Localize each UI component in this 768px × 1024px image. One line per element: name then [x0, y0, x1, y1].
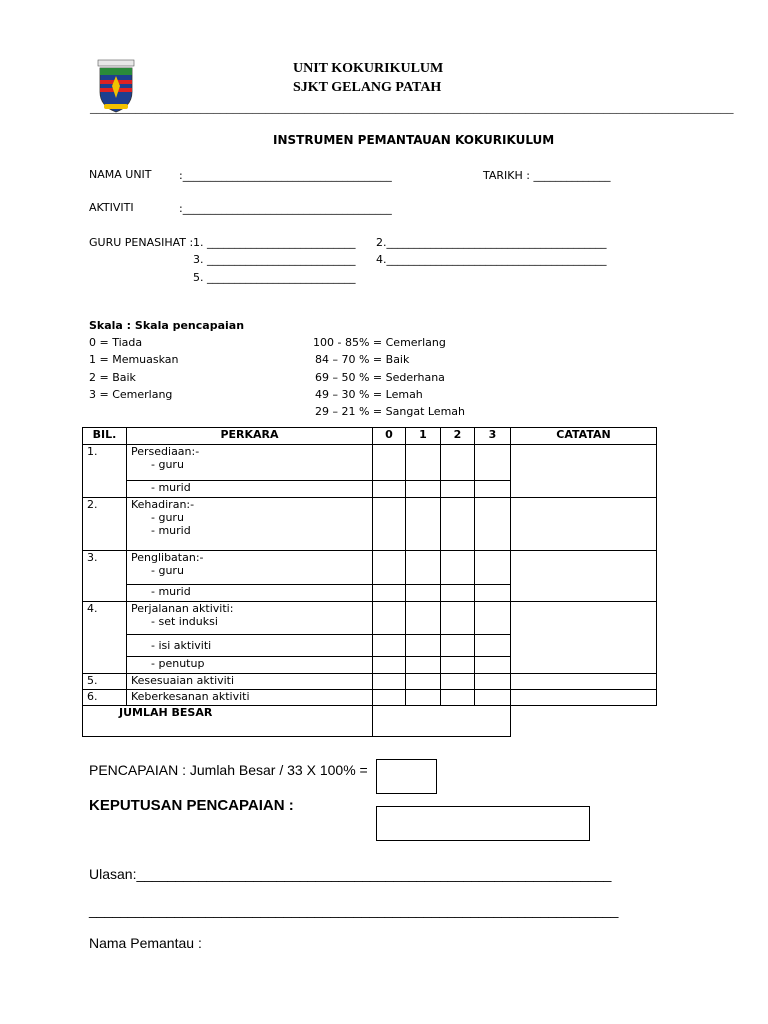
guru-penasihat-label: GURU PENASIHAT :: [89, 236, 194, 249]
nama-unit-label: NAMA UNIT: [89, 168, 152, 181]
guru-field-4: 4.________________________________________: [376, 253, 607, 266]
guru-field-5: 5. ___________________________: [193, 271, 356, 284]
skala-right-0: 100 - 85% = Cemerlang: [313, 336, 446, 349]
col-header-perkara: PERKARA: [127, 428, 373, 445]
assessment-table: [82, 427, 657, 737]
score-cell[interactable]: [373, 635, 406, 657]
score-cell[interactable]: [475, 602, 511, 635]
tarikh-field: TARIKH : ______________: [483, 169, 611, 182]
keputusan-label: KEPUTUSAN PENCAPAIAN :: [89, 797, 294, 814]
score-cell[interactable]: [406, 635, 441, 657]
bil-cell: 2.: [83, 498, 127, 551]
score-cell[interactable]: [475, 635, 511, 657]
skala-left-0: 0 = Tiada: [89, 336, 143, 349]
skala-right-1: 84 – 70 % = Baik: [315, 353, 410, 366]
score-cell[interactable]: [475, 585, 511, 602]
catatan-cell[interactable]: [511, 674, 657, 690]
score-cell[interactable]: [406, 602, 441, 635]
skala-left-1: 1 = Memuaskan: [89, 353, 179, 366]
score-cell[interactable]: [441, 445, 475, 481]
skala-right-2: 69 – 50 % = Sederhana: [315, 371, 445, 384]
nama-pemantau-label: Nama Pemantau :: [89, 935, 202, 951]
table-row: [83, 674, 657, 690]
bil-cell: 4.: [83, 602, 127, 674]
score-cell[interactable]: [475, 674, 511, 690]
aktiviti-label: AKTIVITI: [89, 201, 134, 214]
table-row: [83, 602, 657, 635]
empty-cell: [511, 706, 657, 737]
score-cell[interactable]: [406, 445, 441, 481]
perkara-cell: Persediaan:- - guru: [127, 445, 373, 481]
catatan-cell[interactable]: [511, 551, 657, 602]
score-cell[interactable]: [406, 657, 441, 674]
bil-cell: 5.: [83, 674, 127, 690]
catatan-cell[interactable]: [511, 498, 657, 551]
score-cell[interactable]: [441, 635, 475, 657]
score-cell[interactable]: [475, 657, 511, 674]
skala-right-3: 49 – 30 % = Lemah: [315, 388, 423, 401]
score-cell[interactable]: [373, 551, 406, 585]
col-header-1: 1: [406, 428, 441, 445]
catatan-cell[interactable]: [511, 690, 657, 706]
score-cell[interactable]: [373, 481, 406, 498]
jumlah-besar-cell[interactable]: [373, 706, 511, 737]
aktiviti-field: :______________________________________: [179, 202, 392, 215]
perkara-cell: Kehadiran:- - guru - murid: [127, 498, 373, 551]
keputusan-box[interactable]: [376, 806, 590, 841]
score-cell[interactable]: [441, 498, 475, 551]
perkara-cell: Keberkesanan aktiviti: [127, 690, 373, 706]
table-row: [83, 498, 657, 551]
score-cell[interactable]: [475, 551, 511, 585]
score-cell[interactable]: [475, 445, 511, 481]
unit-title: UNIT KOKURIKULUM: [293, 61, 444, 76]
table-row: [83, 690, 657, 706]
skala-title: Skala : Skala pencapaian: [89, 319, 245, 332]
perkara-cell: Penglibatan:- - guru: [127, 551, 373, 585]
jumlah-besar-label: JUMLAH BESAR: [83, 706, 373, 737]
score-cell[interactable]: [373, 498, 406, 551]
score-cell[interactable]: [441, 585, 475, 602]
skala-right-4: 29 – 21 % = Sangat Lemah: [315, 405, 466, 418]
col-header-2: 2: [441, 428, 475, 445]
score-cell[interactable]: [475, 690, 511, 706]
score-cell[interactable]: [441, 674, 475, 690]
score-cell[interactable]: [373, 674, 406, 690]
nama-unit-field: :______________________________________: [179, 169, 392, 182]
total-row: [83, 706, 657, 737]
score-cell[interactable]: [373, 585, 406, 602]
perkara-cell: - murid: [127, 481, 373, 498]
ulasan-line-2: ____________________________________________________________________: [89, 902, 619, 918]
score-cell[interactable]: [406, 690, 441, 706]
score-cell[interactable]: [441, 602, 475, 635]
score-cell[interactable]: [441, 481, 475, 498]
score-cell[interactable]: [406, 498, 441, 551]
form-title: INSTRUMEN PEMANTAUAN KOKURIKULUM: [273, 133, 555, 147]
table-header-row: [83, 428, 657, 445]
score-cell[interactable]: [441, 657, 475, 674]
score-cell[interactable]: [373, 690, 406, 706]
pencapaian-box[interactable]: [376, 759, 437, 794]
catatan-cell[interactable]: [511, 445, 657, 498]
col-header-0: 0: [373, 428, 406, 445]
score-cell[interactable]: [373, 602, 406, 635]
table-row: [83, 445, 657, 481]
perkara-cell: Perjalanan aktiviti: - set induksi: [127, 602, 373, 635]
skala-left-2: 2 = Baik: [89, 371, 136, 384]
perkara-cell: Kesesuaian aktiviti: [127, 674, 373, 690]
col-header-bil: BIL.: [83, 428, 127, 445]
score-cell[interactable]: [441, 551, 475, 585]
col-header-catatan: CATATAN: [511, 428, 657, 445]
score-cell[interactable]: [406, 674, 441, 690]
score-cell[interactable]: [475, 498, 511, 551]
header-rule: ___________________________________________________________________________________________________: [90, 100, 734, 115]
bil-cell: 1.: [83, 445, 127, 498]
bil-cell: 3.: [83, 551, 127, 602]
score-cell[interactable]: [406, 585, 441, 602]
bil-cell: 6.: [83, 690, 127, 706]
score-cell[interactable]: [406, 551, 441, 585]
skala-left-3: 3 = Cemerlang: [89, 388, 173, 401]
pencapaian-formula: PENCAPAIAN : Jumlah Besar / 33 X 100% =: [89, 762, 368, 778]
score-cell[interactable]: [406, 481, 441, 498]
table-row: [83, 551, 657, 585]
perkara-cell: - penutup: [127, 657, 373, 674]
school-name: SJKT GELANG PATAH: [293, 80, 442, 95]
score-cell[interactable]: [441, 690, 475, 706]
score-cell[interactable]: [373, 657, 406, 674]
score-cell[interactable]: [373, 445, 406, 481]
ulasan-field: Ulasan:_____________________________________________________________: [89, 866, 612, 882]
score-cell[interactable]: [475, 481, 511, 498]
catatan-cell[interactable]: [511, 602, 657, 674]
col-header-3: 3: [475, 428, 511, 445]
guru-field-1: 1. ___________________________: [193, 236, 356, 249]
guru-field-3: 3. ___________________________: [193, 253, 356, 266]
perkara-cell: - isi aktiviti: [127, 635, 373, 657]
perkara-cell: - murid: [127, 585, 373, 602]
guru-field-2: 2.________________________________________: [376, 236, 607, 249]
